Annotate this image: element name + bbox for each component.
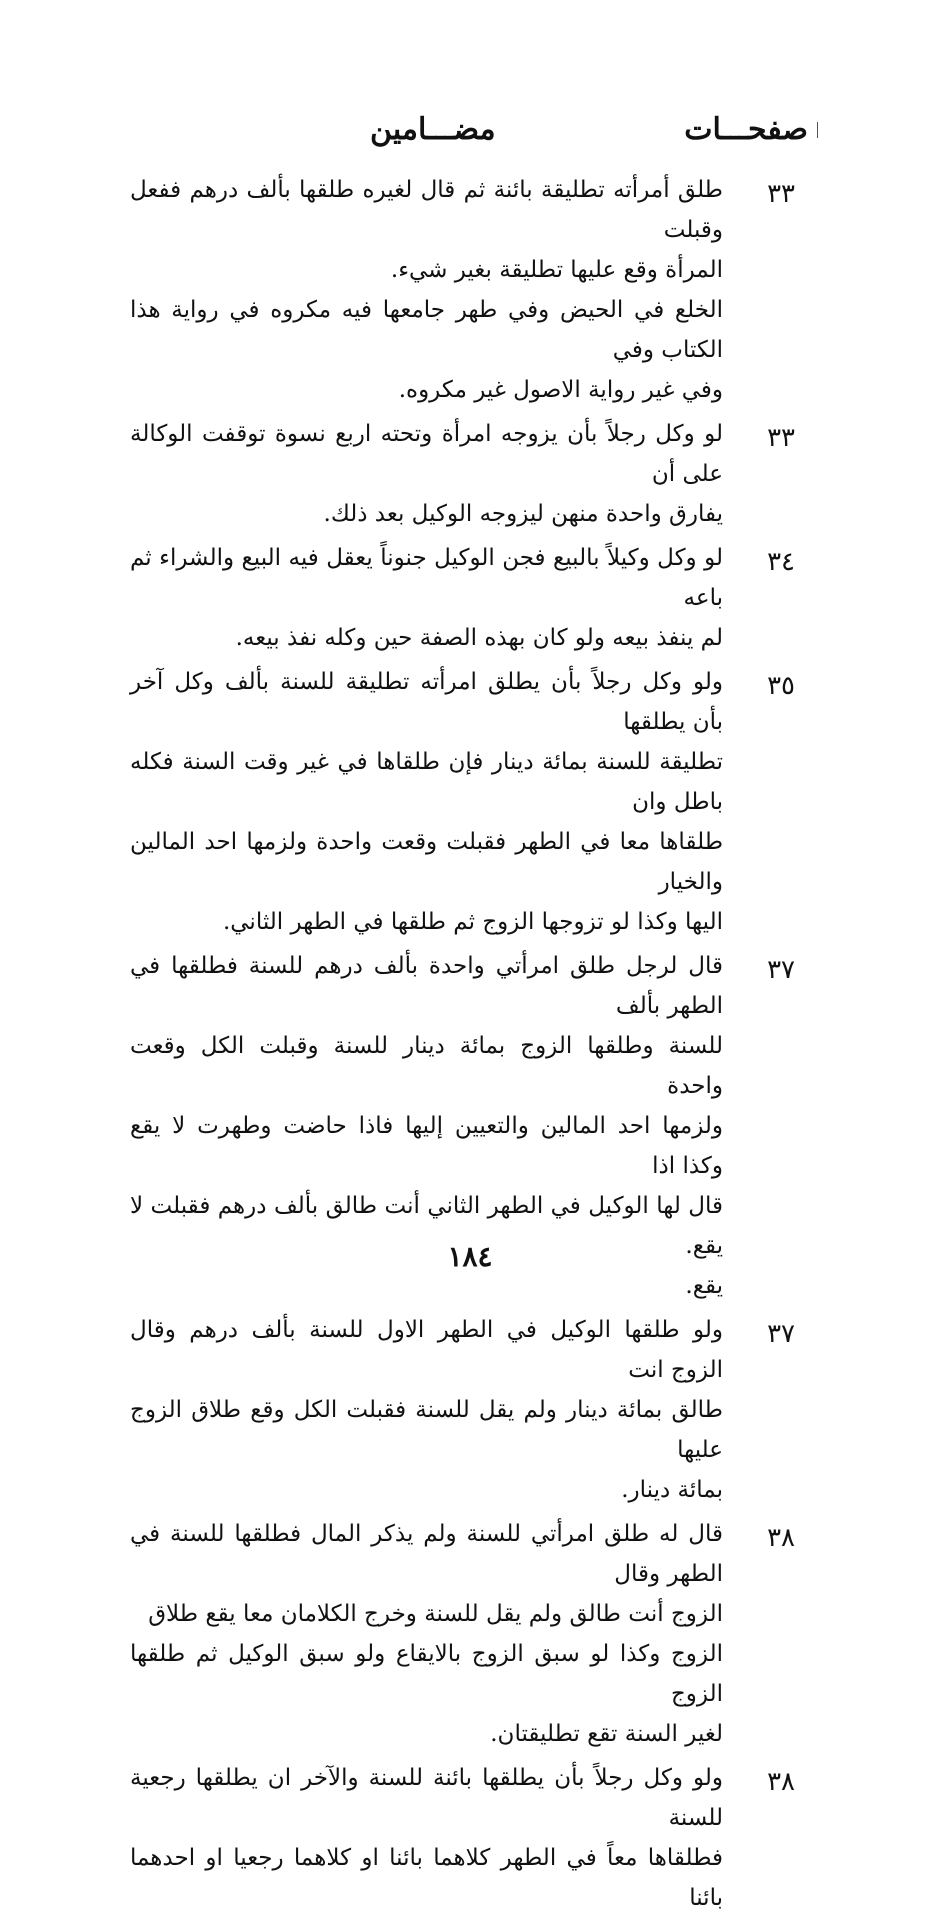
entry-line: يقع. [685, 1273, 723, 1299]
entry-line: قال لرجل طلق امرأتي واحدة بألف درهم للسنة فطلقها في الطهر بألف [130, 953, 723, 1019]
entry-line: الزوج وكذا لو سبق الزوج بالايقاع ولو سبق الوكيل ثم طلقها الزوج [130, 1641, 723, 1707]
entry-line: قال لها الوكيل في الطهر الثاني أنت طالق بألف درهم فقبلت لا يقع. [130, 1193, 723, 1259]
entry-text [130, 414, 723, 534]
entry-text [130, 170, 723, 410]
entry-text [130, 1310, 723, 1510]
entry-line: تطليقة للسنة بمائة دينار فإن طلقاها في غير وقت السنة فكله باطل وان [130, 749, 723, 815]
entry [130, 414, 795, 534]
entry-line: طلقاها معا في الطهر فقبلت وقعت واحدة ولزمها احد المالين والخيار [130, 829, 723, 895]
entry-line: طالق بمائة دينار ولم يقل للسنة فقبلت الكل وقع طلاق الزوج عليها [130, 1397, 723, 1463]
entry [130, 170, 795, 410]
entry-page-number: ٣٣ [767, 179, 795, 209]
entry-line: ولزمها احد المالين والتعيين إليها فاذا حاضت وطهرت لا يقع وكذا اذا [130, 1113, 723, 1179]
entry-line: ولو وكل رجلاً بأن يطلق امرأته تطليقة للسنة بألف وكل آخر بأن يطلقها [130, 669, 723, 735]
entry-line: لغير السنة تقع تطليقتان. [490, 1721, 723, 1747]
entry-page-number: ٣٤ [767, 547, 795, 577]
entry-line: ولو وكل رجلاً بأن يطلقها بائنة للسنة والآخر ان يطلقها رجعية للسنة [130, 1765, 723, 1831]
entry-line: اليها وكذا لو تزوجها الزوج ثم طلقها في الطهر الثاني. [222, 909, 723, 935]
entry-line: لم ينفذ بيعه ولو كان بهذه الصفة حين وكله نفذ بيعه. [235, 625, 723, 651]
entry-line: بمائة دينار. [621, 1477, 723, 1503]
header-contents-label: مضـــامين [370, 112, 496, 147]
entry-page-number: ٣٧ [767, 1319, 795, 1349]
entry-page-number: ٣٧ [767, 955, 795, 985]
entry-page-number: ٣٨ [767, 1523, 795, 1553]
entry-line: لو وكل رجلاً بأن يزوجه امرأة وتحته اربع نسوة توقفت الوكالة على أن [130, 421, 723, 487]
entry-line: المرأة وقع عليها تطليقة بغير شيء. [390, 257, 723, 283]
entry-line: قال له طلق امرأتي للسنة ولم يذكر المال فطلقها للسنة في الطهر وقال [130, 1521, 723, 1587]
header-pages-label: صفحـــات [684, 112, 808, 147]
entry-text [130, 1514, 723, 1754]
entry [130, 1758, 795, 1918]
entry-text [130, 662, 723, 942]
entry [130, 1310, 795, 1510]
entry [130, 1514, 795, 1754]
entry-line: فطلقاها معاً في الطهر كلاهما بائنا او كلاهما رجعيا او احدهما بائنا [130, 1845, 723, 1911]
entry-text [130, 1758, 723, 1918]
entry-text [130, 538, 723, 658]
entry-line: الزوج أنت طالق ولم يقل للسنة وخرج الكلامان معا يقع طلاق [148, 1601, 723, 1627]
entry-line: الخلع في الحيض وفي طهر جامعها فيه مكروه في رواية هذا الكتاب وفي [130, 297, 723, 363]
header-tick-mark [817, 122, 818, 138]
entry-line: طلق أمرأته تطليقة بائنة ثم قال لغيره طلقها بألف درهم ففعل وقبلت [130, 177, 723, 243]
entry-line: لو وكل وكيلاً بالبيع فجن الوكيل جنوناً يعقل فيه البيع والشراء ثم باعه [130, 545, 723, 611]
entry-line: ولو طلقها الوكيل في الطهر الاول للسنة بألف درهم وقال الزوج انت [130, 1317, 723, 1383]
entry [130, 538, 795, 658]
entry-line: وفي غير رواية الاصول غير مكروه. [398, 377, 723, 403]
entry-line: يفارق واحدة منهن ليزوجه الوكيل بعد ذلك. [323, 501, 723, 527]
entry-page-number: ٣٣ [767, 423, 795, 453]
entry [130, 662, 795, 942]
page-number: ١٨٤ [447, 1240, 493, 1273]
entry-page-number: ٣٥ [767, 671, 795, 701]
entry-line: للسنة وطلقها الزوج بمائة دينار للسنة وقبلت الكل وقعت واحدة [130, 1033, 723, 1099]
entry-page-number: ٣٨ [767, 1767, 795, 1797]
entries-list [130, 170, 795, 1922]
